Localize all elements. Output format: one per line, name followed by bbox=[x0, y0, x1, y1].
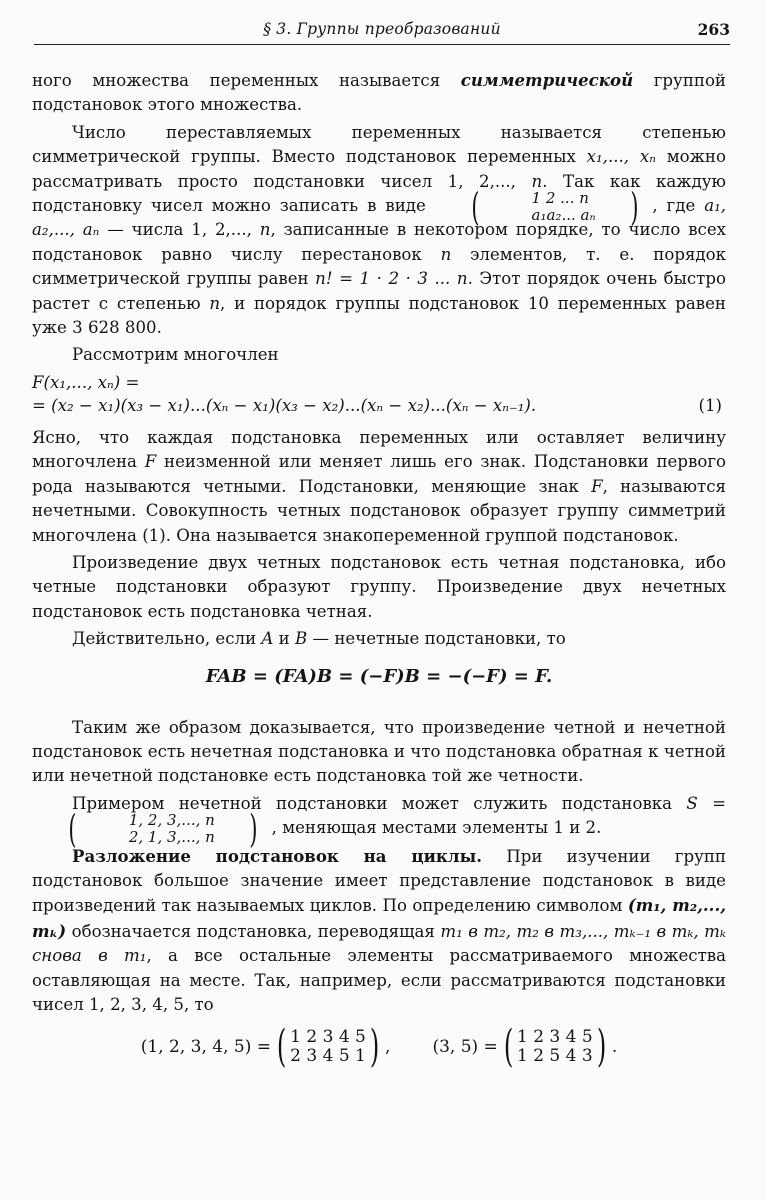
math-n: n bbox=[259, 220, 271, 240]
running-header bbox=[34, 18, 730, 45]
matrix-top-row: 1 2 ... n bbox=[531, 188, 589, 207]
math-n: n bbox=[209, 293, 221, 313]
cycle-example-2: (3, 5) = ( 1 2 3 4 5 1 2 5 4 3 ) . bbox=[432, 1021, 618, 1073]
math-S: S = bbox=[686, 793, 726, 813]
paragraph-symmetric-group bbox=[32, 68, 726, 118]
text: неизменной или меняет лишь его знак. Подстановки первого рода называются четными. Подстановки, меняющие знак bbox=[32, 452, 727, 496]
cycle-lhs: (1, 2, 3, 4, 5) = bbox=[140, 1037, 271, 1058]
text: Действительно, если bbox=[72, 629, 262, 649]
text: Число переставляемых переменных называется степенью симметрической группы. Вместо подстановок переменных bbox=[32, 122, 726, 167]
matrix-top-row: 1 2 3 4 5 bbox=[516, 1027, 593, 1048]
paragraph-degree bbox=[32, 121, 726, 341]
paragraph-even-odd bbox=[32, 426, 726, 548]
math-n: n bbox=[531, 171, 543, 191]
display-formula-fab: FAB = (FA)B = (−F)B = −(−F) = F. bbox=[205, 665, 553, 687]
math-variables: x₁,..., xₙ bbox=[586, 147, 656, 167]
section-heading-cycles: Разложение подстановок на циклы. bbox=[72, 845, 482, 866]
text: , и порядок группы подстановок 10 переменных равен уже 3 628 800. bbox=[32, 293, 726, 338]
text: — нечетные подстановки, то bbox=[307, 629, 566, 649]
cycle-matrix-2: ( 1 2 3 4 5 1 2 5 4 3 ) bbox=[503, 1021, 606, 1073]
cycle-example-1: (1, 2, 3, 4, 5) = ( 1 2 3 4 5 2 3 4 5 1 ) , bbox=[140, 1021, 391, 1073]
text: и bbox=[273, 629, 296, 649]
math-n: n bbox=[440, 244, 452, 264]
math-cycle-mapping: m₁ в m₂, m₂ в m₃,..., mₖ₋₁ в mₖ, mₖ снова в m₁ bbox=[32, 921, 726, 966]
text: — числа 1, 2,..., bbox=[99, 220, 260, 240]
running-title: § 3. Группы преобразований bbox=[263, 20, 501, 38]
equation-number: (1) bbox=[698, 395, 722, 415]
math-cycle: (m₁, m₂,..., mₖ) bbox=[32, 895, 726, 941]
cycle-examples bbox=[32, 1021, 726, 1073]
matrix-top-row: 1, 2, 3,..., n bbox=[128, 810, 215, 829]
polynomial-rhs: = (x₂ − x₁)(x₃ − x₁)...(xₙ − x₁)(x₃ − x₂)...(xₙ − x₂)...(xₙ − xₙ₋₁). bbox=[32, 395, 537, 415]
paragraph-polynomial-intro: Рассмотрим многочлен bbox=[72, 345, 279, 365]
text: При изучении групп подстановок большое значение имеет представление подстановок в виде произведений так называемых циклов. По определению символом bbox=[32, 846, 726, 916]
text: , записанные в некотором порядке, то число всех подстановок равно числу перестановок bbox=[32, 220, 727, 264]
cycle-lhs: (3, 5) = bbox=[432, 1037, 498, 1058]
text: , где bbox=[652, 196, 705, 216]
term-symmetric: симметрической bbox=[460, 70, 634, 90]
page-number: 263 bbox=[697, 20, 730, 39]
matrix-bottom-row: a₁a₂... aₙ bbox=[531, 205, 596, 224]
matrix-bottom-row: 1 2 5 4 3 bbox=[516, 1046, 593, 1067]
text: . Этот порядок очень быстро растет с степенью bbox=[32, 269, 726, 313]
text: Примером нечетной подстановки может служить подстановка bbox=[72, 793, 687, 813]
polynomial-formula bbox=[32, 394, 726, 418]
polynomial-lhs: F(x₁,..., xₙ) = bbox=[32, 372, 140, 392]
text: , называются нечетными. Совокупность четных подстановок образует группу симметрий многочлена (1). Она называется знакопеременной группой подстановок. bbox=[32, 476, 726, 545]
matrix-top-row: 1 2 3 4 5 bbox=[290, 1027, 366, 1048]
text: ного множества переменных называется bbox=[32, 71, 461, 90]
math-A: A bbox=[261, 629, 274, 649]
paragraph-odd-example bbox=[32, 792, 726, 851]
paragraph-similarly: Таким же образом доказывается, что произведение четной и нечетной подстановок есть нечетная подстановка и что подстановка обратная к четной или нечетной подстановке есть подстановка той же четности. bbox=[32, 717, 726, 786]
text: можно рассматривать просто подстановки чисел 1, 2,..., bbox=[32, 147, 726, 191]
text: , меняющая местами элементы 1 и 2. bbox=[271, 818, 602, 838]
text: , а все остальные элементы рассматриваемого множества оставляющая на месте. Так, например, если рассматриваются подстановки чисел 1, 2, 3, 4, 5, то bbox=[32, 946, 726, 1014]
math-factorial: n! = 1 · 2 · 3 ... n bbox=[315, 269, 468, 289]
math-B: B bbox=[295, 629, 308, 649]
matrix-bottom-row: 2, 1, 3,..., n bbox=[128, 827, 215, 846]
paragraph-indeed bbox=[32, 627, 726, 651]
matrix-bottom-row: 2 3 4 5 1 bbox=[290, 1046, 366, 1067]
text: Ясно, что каждая подстановка переменных или оставляет величину многочлена bbox=[32, 427, 726, 472]
text: . Так как каждую подстановку чисел можно записать в виде bbox=[32, 171, 727, 216]
paragraph-product-even: Произведение двух четных подстановок есть четная подстановка, ибо четные подстановки образуют группу. Произведение двух нечетных подстановок есть подстановка четная. bbox=[32, 552, 726, 621]
math-F: F bbox=[591, 476, 603, 496]
text: обозначается подстановка, переводящая bbox=[66, 921, 441, 941]
page-body bbox=[32, 68, 727, 1073]
text: группой подстановок этого множества. bbox=[32, 71, 726, 115]
permutation-matrix: ( 1 2 ... n a₁a₂... aₙ ) bbox=[471, 184, 639, 229]
text: элементов, т. е. порядок симметрической группы равен bbox=[32, 244, 726, 289]
permutation-matrix-s: ( 1, 2, 3,..., n 2, 1, 3,..., n ) bbox=[68, 806, 258, 851]
paragraph-cycles bbox=[32, 844, 726, 1018]
cycle-matrix-1: ( 1 2 3 4 5 2 3 4 5 1 ) bbox=[276, 1021, 380, 1073]
math-a-variables: a₁, a₂,..., aₙ bbox=[32, 196, 727, 240]
math-F: F bbox=[144, 452, 157, 472]
